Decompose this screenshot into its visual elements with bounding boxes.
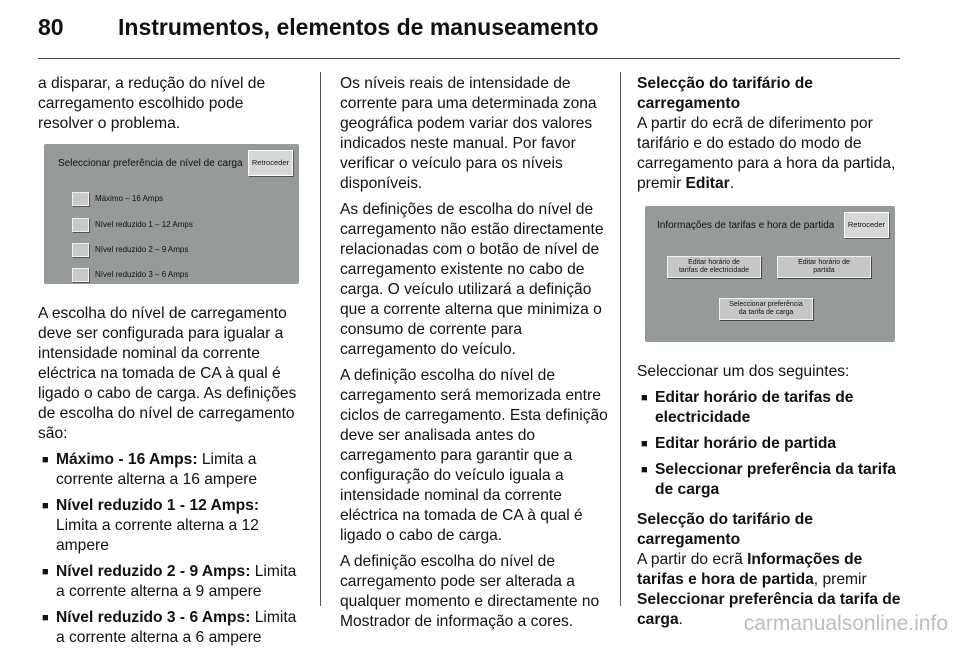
options-list (637, 388, 905, 500)
back-button[interactable]: Retroceder (248, 150, 293, 176)
checkbox[interactable] (72, 268, 89, 282)
paragraph: A definição escolha do nível de carregamento pode ser alterada a qualquer momento e directamente no Mostrador de informação a cores. (340, 553, 600, 630)
option-label: Máximo – 16 Amps (95, 194, 164, 203)
list-item: ■ Nível reduzido 1 - 12 Amps: Limita a corrente alterna a 12 ampere (38, 496, 303, 556)
column-divider-1 (320, 72, 321, 606)
paragraph: A partir do ecrã Informações de tarifas e hora de partida, premir Seleccionar preferência da tarifa de carga. (637, 551, 901, 628)
checkbox[interactable] (72, 218, 89, 232)
screen-title: Seleccionar preferência de nível de carga (58, 158, 243, 169)
paragraph: A partir do ecrã de diferimento por tarifário e do estado do modo de carregamento para a hora da partida, premir Editar. (637, 115, 896, 192)
watermark: carmanualsonline.info (743, 612, 948, 635)
list-item: ■ Editar horário de partida (637, 434, 905, 454)
column-1 (38, 74, 303, 654)
list-item: ■ Seleccionar preferência da tarifa de carga (637, 460, 905, 500)
column-2 (340, 74, 608, 638)
option-row[interactable] (72, 265, 188, 285)
paragraph: Seleccionar um dos seguintes: (637, 363, 850, 380)
checkbox[interactable] (72, 192, 89, 206)
back-button[interactable]: Retroceder (844, 212, 889, 238)
list-item: ■ Nível reduzido 2 - 9 Amps: Limita a corrente alterna a 9 ampere (38, 562, 303, 602)
list-item: ■ Nível reduzido 3 - 6 Amps: Limita a corrente alterna a 6 ampere (38, 608, 303, 648)
screen-title: Informações de tarifas e hora de partida (657, 220, 835, 231)
checkbox[interactable] (72, 243, 89, 257)
section-heading: Selecção do tarifário de carregamento (637, 75, 813, 112)
option-label: Nível reduzido 3 – 6 Amps (95, 270, 189, 279)
section-heading: Selecção do tarifário de carregamento (637, 511, 813, 548)
list-item: ■ Editar horário de tarifas de electricidade (637, 388, 905, 428)
tariff-info-screen (645, 206, 895, 342)
option-row[interactable] (72, 215, 193, 235)
select-tariff-preference-button[interactable]: Seleccionar preferência da tarifa de carga (719, 298, 813, 320)
header-rule (38, 58, 900, 59)
paragraph: Os níveis reais de intensidade de corrente para uma determinada zona geográfica podem variar dos valores indicados neste manual. Por favor verificar o veículo para os níveis disponíveis. (340, 75, 597, 192)
paragraph: A definição escolha do nível de carregamento será memorizada entre ciclos de carregamento. Esta definição deve ser analisada antes do carregamento para garantir que a configuração do veículo iguala a intensidade nominal da corrente eléctrica na tomada de CA à qual é ligado o cabo de carga. (340, 367, 608, 544)
edit-departure-schedule-button[interactable]: Editar horário de partida (777, 256, 871, 278)
edit-tariff-schedule-button[interactable]: Editar horário de tarifas de electricidade (667, 256, 761, 278)
option-label: Nível reduzido 1 – 12 Amps (95, 220, 193, 229)
option-label: Nível reduzido 2 – 9 Amps (95, 245, 189, 254)
list-item: ■ Máximo - 16 Amps: Limita a corrente alterna a 16 ampere (38, 450, 303, 490)
page-title: Instrumentos, elementos de manuseamento (118, 14, 599, 40)
paragraph: As definições de escolha do nível de carregamento não estão directamente relacionadas com o botão de nível de carregamento existente no cabo de carga. O veículo utilizará a definição que a corrente alterna que minimiza o consumo de corrente para carregamento do veículo. (340, 201, 604, 358)
option-row[interactable] (72, 189, 163, 209)
column-3 (637, 74, 905, 636)
option-row[interactable] (72, 240, 188, 260)
charge-level-screen (44, 144, 299, 284)
column-divider-2 (620, 72, 621, 606)
paragraph: a disparar, a redução do nível de carregamento escolhido pode resolver o problema. (38, 75, 266, 132)
charge-level-list (38, 450, 303, 648)
page-number: 80 (38, 14, 64, 40)
paragraph: A escolha do nível de carregamento deve ser configurada para igualar a intensidade nominal da corrente eléctrica na tomada de CA à qual é ligado o cabo de carga. As definições de escolha do nível de carregamento são: (38, 305, 297, 442)
